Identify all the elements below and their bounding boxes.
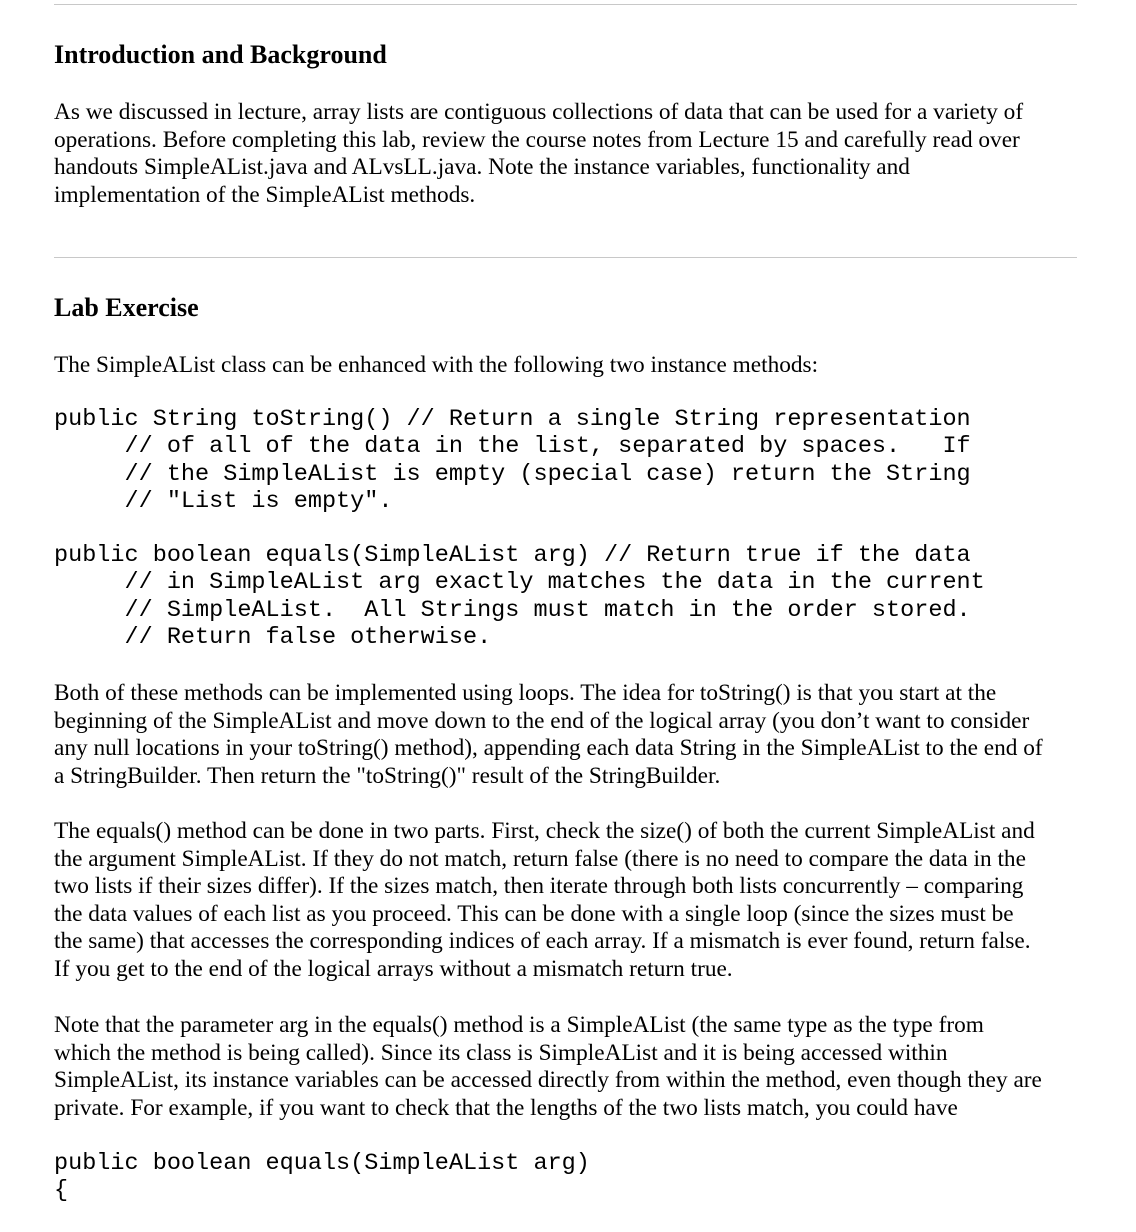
- code-line: public String toString() // Return a single String representation: [54, 406, 971, 433]
- example-code-block: [54, 1150, 590, 1205]
- text-line: the argument SimpleAList. If they do not match, return false (there is no need to compare the data in the: [54, 845, 1026, 872]
- intro-heading: Introduction and Background: [54, 40, 387, 69]
- text-line: The equals() method can be done in two parts. First, check the size() of both the current SimpleAList and: [54, 818, 1035, 844]
- tostring-code-block: [54, 406, 971, 515]
- text-line: beginning of the SimpleAList and move down to the end of the logical array (you don’t want to consider: [54, 707, 1030, 734]
- code-line: {: [54, 1177, 69, 1205]
- text-line: As we discussed in lecture, array lists are contiguous collections of data that can be used for a variety of: [54, 99, 1024, 125]
- intro-paragraph: [54, 99, 1084, 209]
- lab-intro-text: [54, 352, 1084, 380]
- code-line: public boolean equals(SimpleAList arg) // Return true if the data: [54, 542, 971, 569]
- text-line: SimpleAList, its instance variables can be accessed directly from within the method, even though they are: [54, 1067, 1042, 1094]
- loops-paragraph: [54, 680, 1084, 790]
- text-line: two lists if their sizes differ). If the sizes match, then iterate through both lists concurrently – comparing: [54, 873, 1024, 900]
- code-line: // of all of the data in the list, separated by spaces. If: [54, 433, 971, 461]
- equals-code-block: [54, 542, 985, 651]
- text-line: The SimpleAList class can be enhanced with the following two instance methods:: [54, 352, 819, 378]
- code-line: // "List is empty".: [54, 487, 393, 515]
- top-divider: [54, 4, 1077, 5]
- note-paragraph: [54, 1012, 1084, 1122]
- text-line: implementation of the SimpleAList methods.: [54, 181, 476, 208]
- text-line: any null locations in your toString() method), appending each data String in the SimpleAList to the end of: [54, 735, 1043, 762]
- lab-heading: Lab Exercise: [54, 293, 199, 322]
- code-line: public boolean equals(SimpleAList arg): [54, 1150, 590, 1177]
- text-line: operations. Before completing this lab, review the course notes from Lecture 15 and carefully read over: [54, 126, 1020, 153]
- text-line: handouts SimpleAList.java and ALvsLL.java. Note the instance variables, functionality and: [54, 154, 910, 181]
- text-line: the same) that accesses the corresponding indices of each array. If a mismatch is ever found, return false.: [54, 928, 1031, 955]
- text-line: private. For example, if you want to check that the lengths of the two lists match, you could have: [54, 1094, 958, 1121]
- text-line: which the method is being called). Since its class is SimpleAList and it is being accessed within: [54, 1039, 948, 1066]
- code-line: // in SimpleAList arg exactly matches the data in the current: [54, 569, 985, 597]
- code-line: // Return false otherwise.: [54, 623, 492, 651]
- text-line: a StringBuilder. Then return the "toString()" result of the StringBuilder.: [54, 762, 721, 789]
- section-divider: [54, 257, 1077, 258]
- text-line: Both of these methods can be implemented using loops. The idea for toString() is that you start at the: [54, 680, 997, 706]
- code-line: // SimpleAList. All Strings must match in the order stored.: [54, 596, 971, 624]
- equals-paragraph: [54, 818, 1084, 984]
- text-line: If you get to the end of the logical arrays without a mismatch return true.: [54, 955, 733, 982]
- code-line: // the SimpleAList is empty (special case) return the String: [54, 460, 971, 488]
- text-line: the data values of each list as you proceed. This can be done with a single loop (since the sizes must be: [54, 900, 1014, 927]
- text-line: Note that the parameter arg in the equals() method is a SimpleAList (the same type as the type from: [54, 1012, 984, 1038]
